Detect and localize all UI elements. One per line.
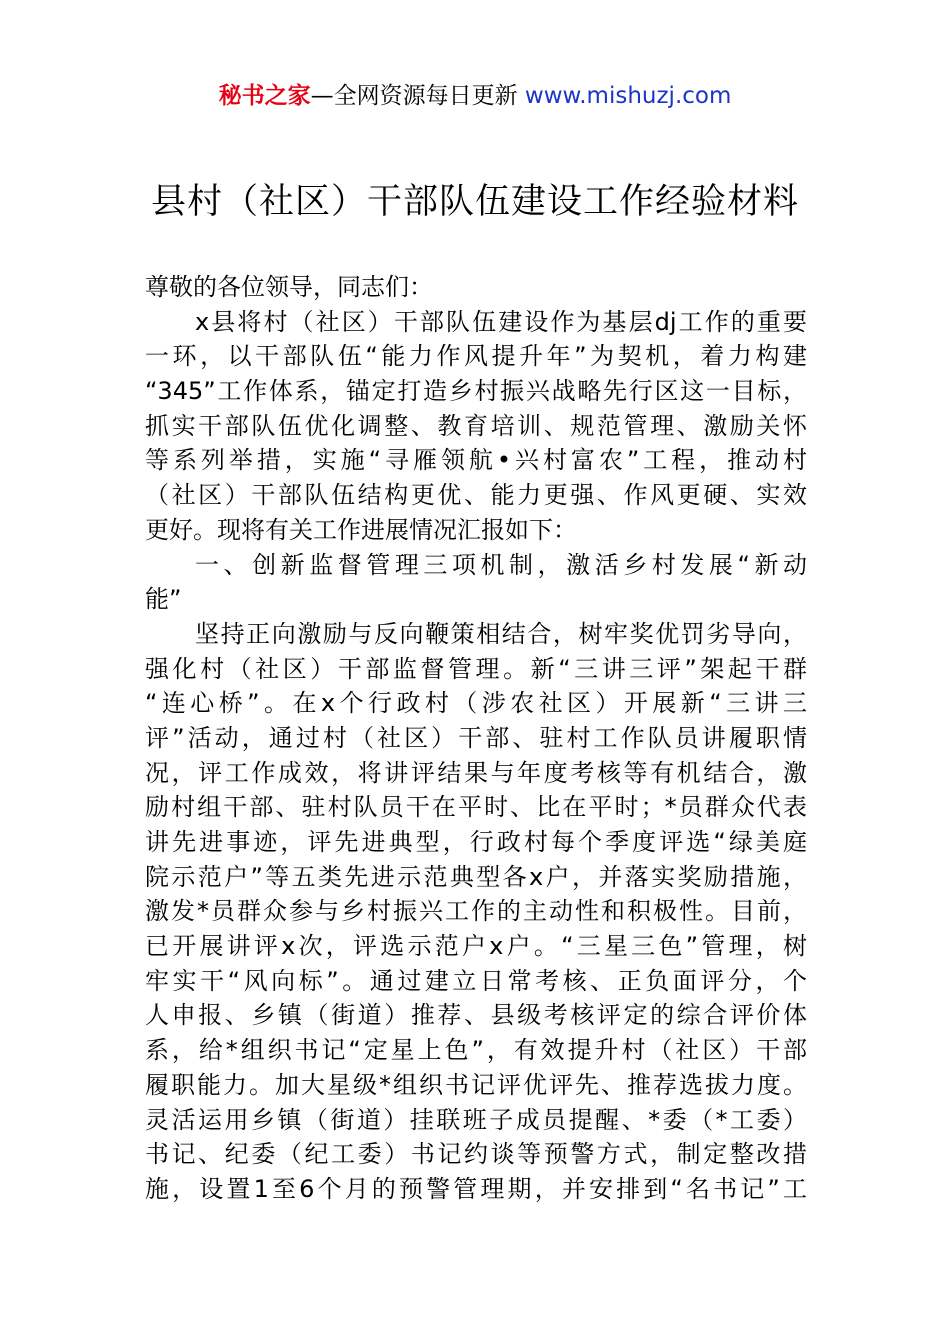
text-line: 励村组干部、驻村队员干在平时、比在平时；*员群众代表 [145, 793, 807, 822]
text-line: 系，给*组织书记“定星上色”，有效提升村（社区）干部 [145, 1036, 807, 1065]
section-heading-line: 能” [145, 585, 182, 614]
brand-name: 秘书之家 [218, 83, 311, 109]
text-line: 院示范户”等五类先进示范典型各x户，并落实奖励措施， [145, 862, 807, 891]
section-heading-line: 一、创新监督管理三项机制，激活乡村发展“新动 [195, 550, 807, 579]
text-line: 人申报、乡镇（街道）推荐、县级考核评定的综合评价体 [145, 1001, 807, 1030]
text-line: x县将村（社区）干部队伍建设作为基层dj工作的重要 [195, 307, 807, 336]
text-line: 施，设置1至6个月的预警管理期，并安排到“名书记”工 [145, 1174, 807, 1203]
text-line: 已开展讲评x次，评选示范户x户。“三星三色”管理，树 [145, 932, 807, 961]
salutation-line: 尊敬的各位领导，同志们： [145, 273, 433, 301]
text-line: 等系列举措，实施“寻雁领航•兴村富农”工程，推动村 [145, 446, 807, 475]
text-line: 牢实干“风向标”。通过建立日常考核、正负面评分，个 [145, 966, 807, 995]
text-line: “连心桥”。在x个行政村（涉农社区）开展新“三讲三 [145, 689, 807, 718]
text-line: 强化村（社区）干部监督管理。新“三讲三评”架起干群 [145, 654, 807, 683]
banner-tagline: —全网资源每日更新 [310, 83, 518, 109]
text-line: 一环，以干部队伍“能力作风提升年”为契机，着力构建 [145, 342, 807, 371]
site-banner [0, 80, 950, 112]
text-line: 激发*员群众参与乡村振兴工作的主动性和积极性。目前， [145, 897, 807, 926]
text-line: 况，评工作成效，将讲评结果与年度考核等有机结合，激 [145, 758, 807, 787]
text-line: 抓实干部队伍优化调整、教育培训、规范管理、激励关怀 [145, 411, 807, 440]
text-line: 更好。现将有关工作进展情况汇报如下： [145, 515, 577, 544]
text-line: 灵活运用乡镇（街道）挂联班子成员提醒、*委（*工委） [145, 1105, 807, 1134]
site-url[interactable]: www.mishuzj.com [524, 83, 732, 109]
text-line: 讲先进事迹，评先进典型，行政村每个季度评选“绿美庭 [145, 828, 807, 856]
document-body [145, 270, 807, 1207]
document-title: 县村（社区）干部队伍建设工作经验材料 [150, 182, 799, 222]
text-line: 履职能力。加大星级*组织书记评优评先、推荐选拔力度。 [145, 1070, 807, 1099]
text-line: （社区）干部队伍结构更优、能力更强、作风更硬、实效 [145, 481, 807, 510]
text-line: 坚持正向激励与反向鞭策相结合，树牢奖优罚劣导向， [195, 619, 807, 648]
text-line: 书记、纪委（纪工委）书记约谈等预警方式，制定整改措 [145, 1140, 807, 1169]
text-line: “345”工作体系，锚定打造乡村振兴战略先行区这一目标， [145, 377, 807, 406]
text-line: 评”活动，通过村（社区）干部、驻村工作队员讲履职情 [145, 723, 807, 752]
